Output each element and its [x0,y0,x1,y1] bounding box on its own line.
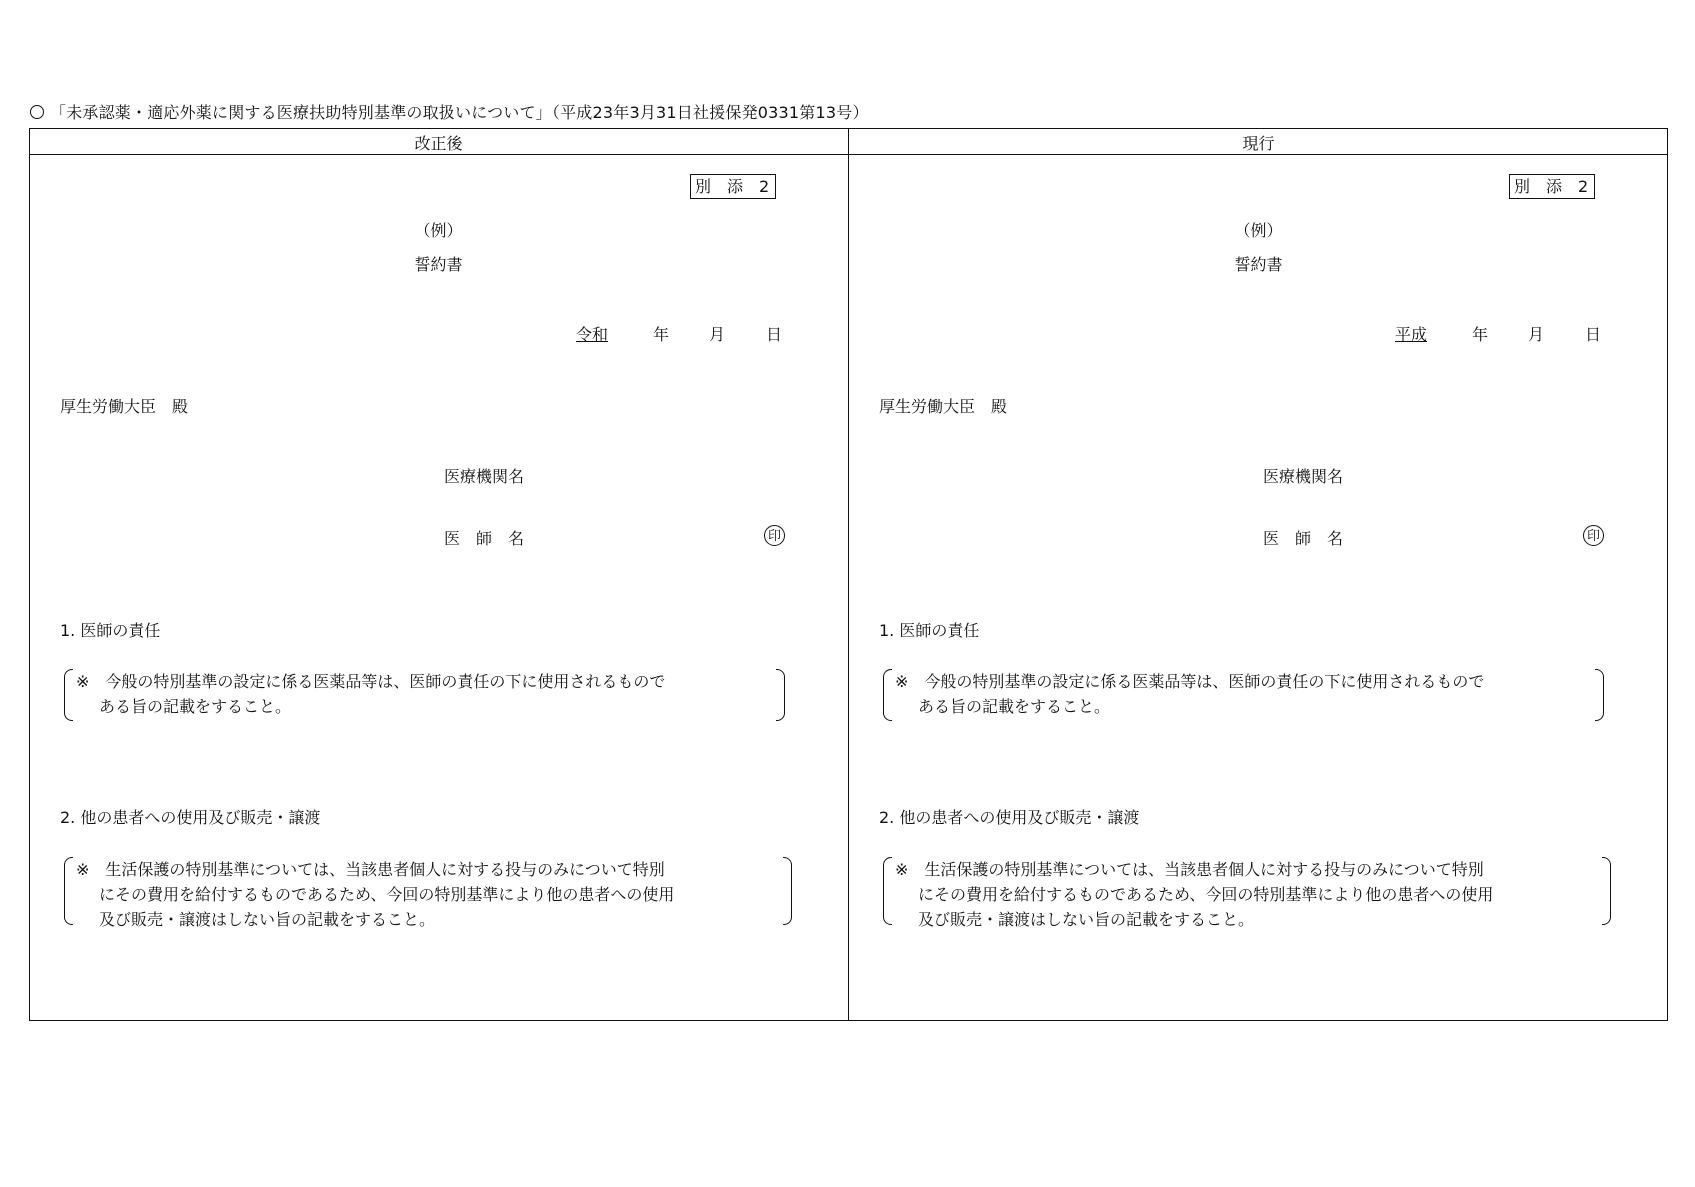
era-name: 平成 [1395,325,1428,344]
bracket-left [64,857,73,925]
note2-bracket [883,857,1611,929]
doctor-label: 医 師 名 [1263,529,1344,548]
note2-line3: 及び販売・譲渡はしない旨の記載をすること。 [918,910,1255,929]
addressee: 厚生労働大臣 殿 [879,397,1008,416]
day-label: 日 [1585,325,1602,344]
example-label: （例） [414,221,463,240]
note2-line2: にその費用を給付するものであるため、今回の特別基準により他の患者への使用 [99,885,675,904]
note2-line1: ※ 生活保護の特別基準については、当該患者個人に対する投与のみについて特別 [76,860,665,879]
bracket-right [1595,669,1604,721]
annex-label: 別 添 2 [1509,174,1595,199]
era-name: 令和 [576,325,609,344]
note1-line1: ※ 今般の特別基準の設定に係る医薬品等は、医師の責任の下に使用されるもので [895,672,1485,691]
bracket-left [64,669,73,721]
note1-line2: ある旨の記載をすること。 [99,697,292,716]
month-label: 月 [1528,325,1545,344]
day-label: 日 [766,325,783,344]
header-divider [29,154,1668,155]
column-header-revised: 改正後 [414,134,463,153]
note1-line1: ※ 今般の特別基準の設定に係る医薬品等は、医師の責任の下に使用されるもので [76,672,666,691]
note2-line3: 及び販売・譲渡はしない旨の記載をすること。 [99,910,436,929]
section1-heading: 1. 医師の責任 [60,621,161,640]
document-title-text: 「未承認薬・適応外薬に関する医療扶助特別基準の取扱いについて」（平成23年3月31日社援保発0331第13号） [50,103,869,122]
note1-line2: ある旨の記載をすること。 [918,697,1111,716]
institution-label: 医療機関名 [1263,467,1344,486]
note2-line2: にその費用を給付するものであるため、今回の特別基準により他の患者への使用 [918,885,1494,904]
institution-label: 医療機関名 [444,467,525,486]
note1-bracket [883,669,1604,721]
form-title: 誓約書 [1234,255,1283,274]
bracket-left [883,857,892,925]
seal-icon: 印 [764,525,785,546]
section2-heading: 2. 他の患者への使用及び販売・譲渡 [879,808,1140,827]
document-title [30,100,869,123]
bracket-right [1602,857,1611,925]
section2-heading: 2. 他の患者への使用及び販売・譲渡 [60,808,321,827]
bracket-left [883,669,892,721]
circle-bullet-icon [30,105,44,119]
doctor-label: 医 師 名 [444,529,525,548]
bracket-right [776,669,785,721]
example-label: （例） [1234,221,1283,240]
year-label: 年 [653,325,670,344]
year-label: 年 [1472,325,1489,344]
section1-heading: 1. 医師の責任 [879,621,980,640]
note2-bracket [64,857,792,929]
seal-icon: 印 [1583,525,1604,546]
column-header-current: 現行 [1242,134,1275,153]
form-title: 誓約書 [414,255,463,274]
addressee: 厚生労働大臣 殿 [60,397,189,416]
annex-label: 別 添 2 [690,174,776,199]
note2-line1: ※ 生活保護の特別基準については、当該患者個人に対する投与のみについて特別 [895,860,1484,879]
bracket-right [783,857,792,925]
month-label: 月 [709,325,726,344]
note1-bracket [64,669,785,721]
